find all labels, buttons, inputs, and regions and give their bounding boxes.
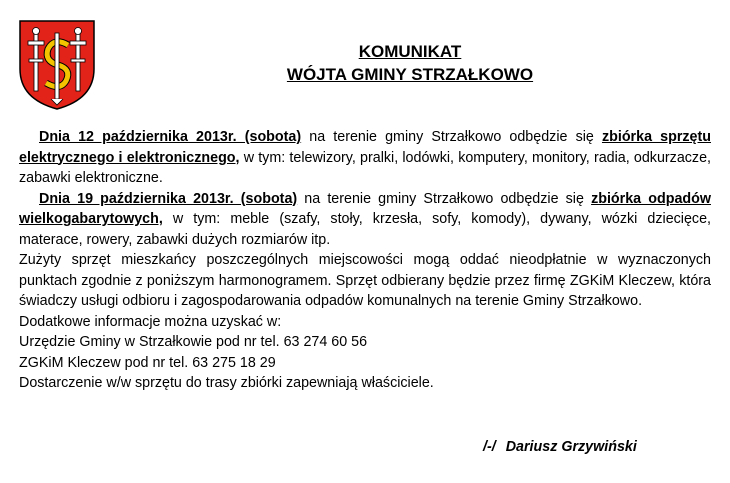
paragraph2-middle: na terenie gminy Strzałkowo odbędzie się bbox=[297, 190, 592, 207]
info-closing: Dostarczenie w/w sprzętu do trasy zbiórki zapewniają właściciele. bbox=[19, 375, 434, 391]
electronics-collection-subject: zbiórka sprzętu elektrycznego i elektronicznego, bbox=[19, 129, 711, 166]
title-line-1: KOMUNIKAT bbox=[358, 42, 462, 61]
bulky-waste-subject: zbiórka odpadów wielkogabarytowych, bbox=[19, 190, 711, 227]
coat-of-arms-icon bbox=[18, 19, 96, 111]
announcement-body bbox=[19, 127, 711, 394]
paragraph-bulky-waste-collection bbox=[19, 189, 711, 251]
announcement-title bbox=[200, 40, 620, 86]
coat-of-arms-graphic bbox=[18, 19, 96, 111]
title-line-2: WÓJTA GMINY STRZAŁKOWO bbox=[286, 65, 534, 84]
date-19-october: Dnia 19 października 2013r. (sobota) bbox=[39, 190, 298, 207]
info-intro: Dodatkowe informacje można uzyskać w: bbox=[19, 313, 282, 330]
paragraph1-middle: na terenie gminy Strzałkowo odbędzie się bbox=[301, 129, 602, 145]
paragraph1-tail: w tym: telewizory, pralki, lodówki, komputery, monitory, radia, odkurzacze, zabawki elektroniczne. bbox=[19, 149, 711, 186]
date-12-october: Dnia 12 października 2013r. (sobota) bbox=[39, 129, 302, 145]
signature-mark: /-/ bbox=[483, 439, 496, 455]
signature bbox=[483, 439, 637, 455]
info-gmina-phone: Urzędzie Gminy w Strzałkowie pod nr tel. 63 274 60 56 bbox=[19, 334, 368, 350]
paragraph-collection-points: Zużyty sprzęt mieszkańcy poszczególnych miejscowości mogą oddać nieodpłatnie w wyznaczonych punktach zgodnie z poniższym harmonogramem. Sprzęt odbierany będzie przez firmę ZGKiM Kleczew, która świadczy usługi odbioru i zagospodarowania odpadów komunalnych na terenie Gminy Strzałkowo. bbox=[19, 252, 711, 309]
signature-name: Dariusz Grzywiński bbox=[505, 439, 637, 455]
info-zgkim-phone: ZGKiM Kleczew pod nr tel. 63 275 18 29 bbox=[19, 354, 276, 371]
paragraph2-tail: w tym: meble (szafy, stoły, krzesła, sofy, komody), dywany, wózki dziecięce, materace, rowery, zabawki dużych rozmiarów itp. bbox=[19, 211, 711, 248]
paragraph-electronics-collection bbox=[19, 127, 711, 189]
